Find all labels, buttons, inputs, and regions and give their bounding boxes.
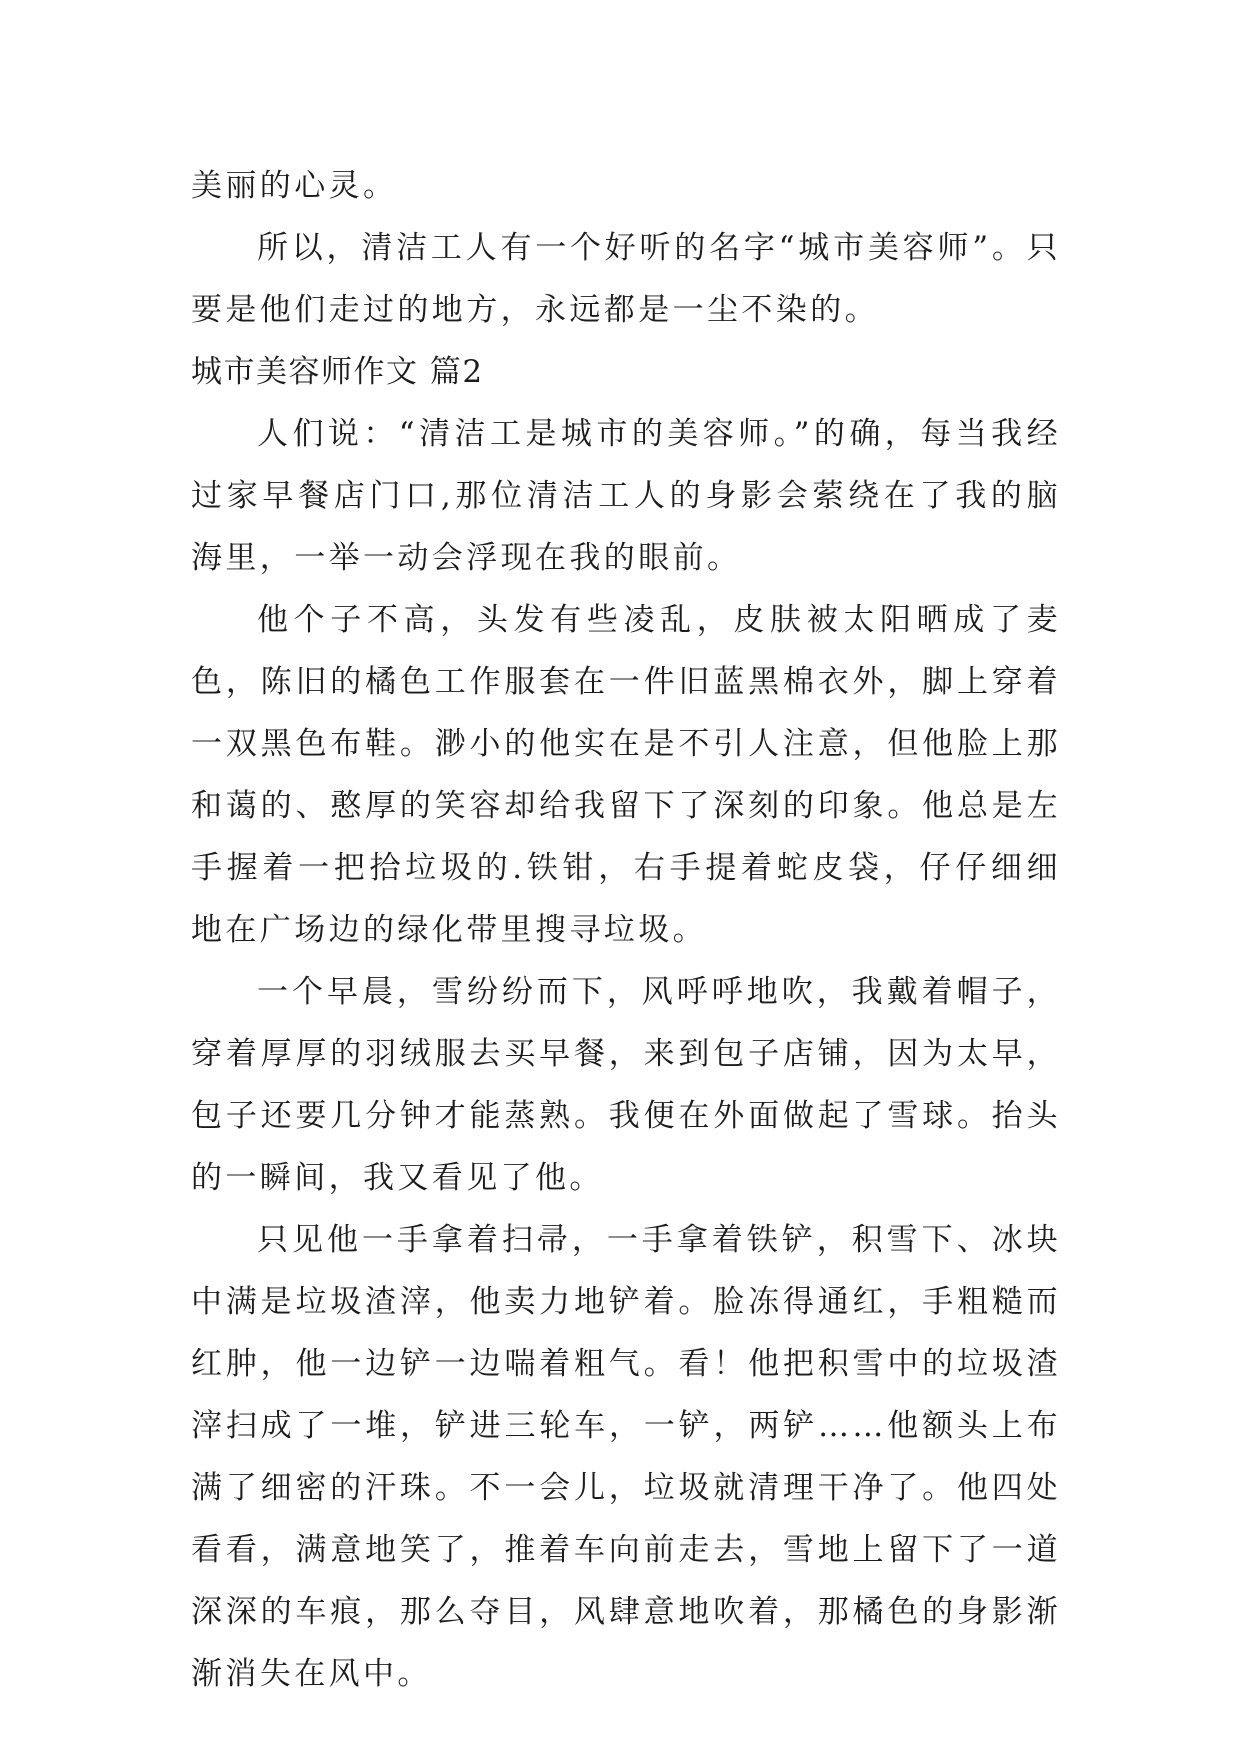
section-title: 城市美容师作文 篇2 — [191, 354, 484, 390]
paragraph-intro: 人们说：“清洁工是城市的美容师。”的确，每当我经过家早餐店门口,那位清洁工人的身影会萦绕在了我的脑海里，一举一动会浮现在我的眼前。 — [191, 416, 1061, 576]
document-body — [191, 155, 1061, 1705]
paragraph-description: 他个子不高，头发有些凌乱，皮肤被太阳晒成了麦色，陈旧的橘色工作服套在一件旧蓝黑棉衣外，脚上穿着一双黑色布鞋。渺小的他实在是不引人注意，但他脸上那和蔼的、憨厚的笑容却给我留下了深刻的印象。他总是左手握着一把拾垃圾的.铁钳，右手提着蛇皮袋，仔仔细细地在广场边的绿化带里搜寻垃圾。 — [191, 602, 1061, 948]
paragraph-conclusion: 所以，清洁工人有一个好听的名字“城市美容师”。只要是他们走过的地方，永远都是一尘不染的。 — [191, 230, 1061, 328]
paragraph-work: 只见他一手拿着扫帚，一手拿着铁铲，积雪下、冰块中满是垃圾渣滓，他卖力地铲着。脸冻得通红，手粗糙而红肿，他一边铲一边喘着粗气。看！他把积雪中的垃圾渣滓扫成了一堆，铲进三轮车，一铲，两铲……他额头上布满了细密的汗珠。不一会儿，垃圾就清理干净了。他四处看看，满意地笑了，推着车向前走去，雪地上留下了一道深深的车痕，那么夺目，风肆意地吹着，那橘色的身影渐渐消失在风中。 — [191, 1222, 1061, 1692]
paragraph-continuation: 美丽的心灵。 — [191, 168, 398, 204]
paragraph-morning: 一个早晨，雪纷纷而下，风呼呼地吹，我戴着帽子，穿着厚厚的羽绒服去买早餐，来到包子店铺，因为太早，包子还要几分钟才能蒸熟。我便在外面做起了雪球。抬头的一瞬间，我又看见了他。 — [191, 974, 1061, 1196]
